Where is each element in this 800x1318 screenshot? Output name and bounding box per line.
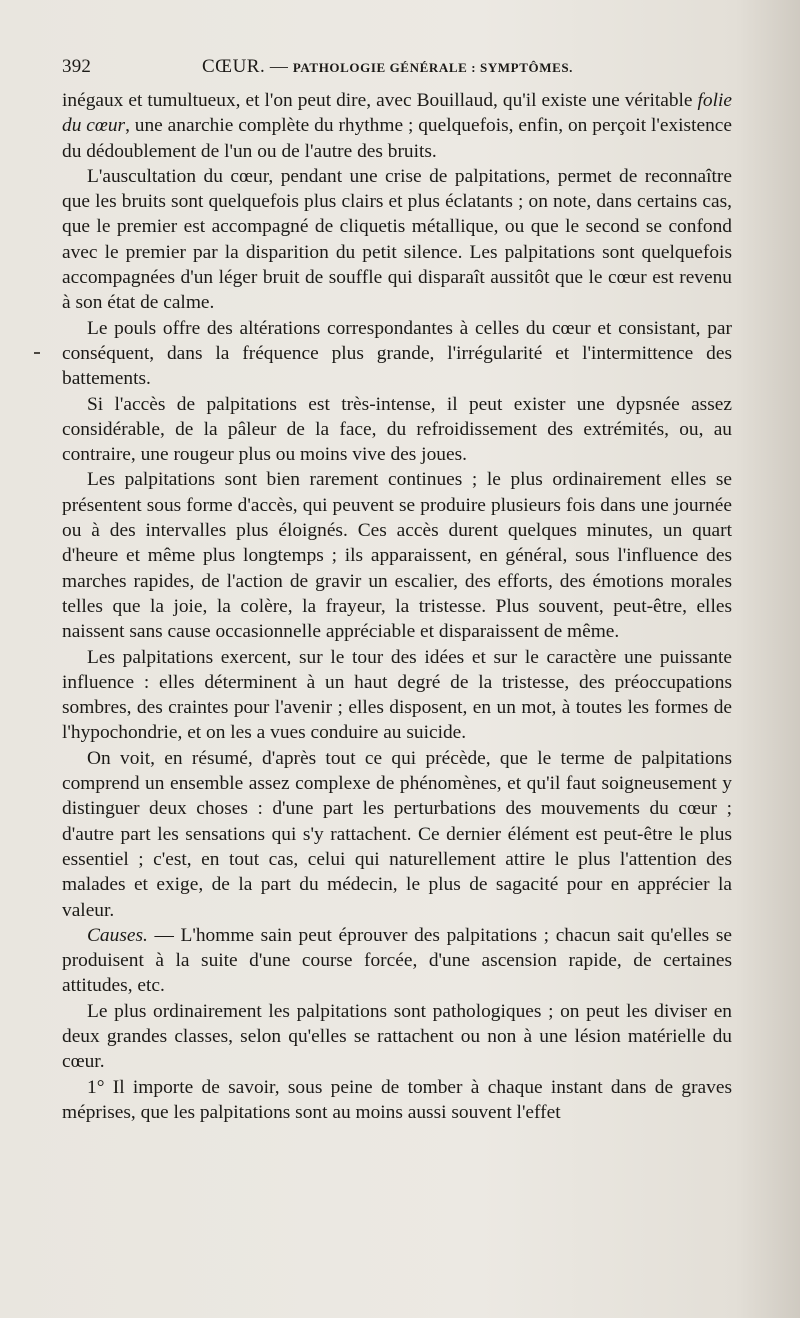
running-head-subtitle: PATHOLOGIE GÉNÉRALE : SYMPTÔMES. — [292, 60, 574, 75]
page-number: 392 — [62, 56, 92, 77]
paragraph-pouls: Le pouls offre des altérations correspondantes à celles du cœur et consistant, par conséquent, dans la fréquence plus grande, l'irrégularité et l'intermittence des battements. — [62, 317, 732, 390]
paragraph-continuation — [62, 88, 732, 164]
section-heading-causes: Causes. — [87, 924, 148, 946]
margin-mark — [34, 352, 40, 354]
paragraph-text: — L'homme sain peut éprouver des palpitations ; chacun sait qu'elles se produisent à la suite d'une course forcée, d'une ascension rapide, de certaines attitudes, etc. — [62, 924, 732, 997]
paragraph-influence: Les palpitations exercent, sur le tour des idées et sur le caractère une puissante influence : elles déterminent à un haut degré de la tristesse, des préoccupations sombres, des craintes pour l'avenir ; elles disposent, en un mot, à toutes les formes de l'hypochondrie, et on les a vues conduire au suicide. — [62, 646, 732, 744]
running-head — [202, 56, 573, 78]
running-head-separator: — — [269, 56, 289, 76]
paragraph-text: inégaux et tumultueux, et l'on peut dire, avec Bouillaud, qu'il existe une véritable — [62, 90, 698, 111]
paragraph-dypsnee: Si l'accès de palpitations est très-intense, il peut exister une dypsnée assez considérable, de la pâleur de la face, du refroidissement des extrémités, ou, au contraire, une rougeur plus ou moins vive des joues. — [62, 393, 732, 466]
paragraph-auscultation: L'auscultation du cœur, pendant une crise de palpitations, permet de reconnaître que les bruits sont quelquefois plus clairs et plus éclatants ; on note, dans certains cas, que le premier est accompagné de cliquetis métallique, ou que le second se confond avec le premier par la disparition du petit silence. Les palpitations sont quelquefois accompagnées d'un léger bruit de souffle qui disparaît aussitôt que le cœur est revenu à son état de calme. — [62, 165, 732, 314]
paragraph-causes — [62, 923, 732, 999]
page-header — [62, 56, 732, 86]
paragraph-numbered-1: 1° Il importe de savoir, sous peine de tomber à chaque instant dans de graves méprises, que les palpitations sont au moins aussi souvent l'effet — [62, 1076, 732, 1123]
paragraph-classes: Le plus ordinairement les palpitations sont pathologiques ; on peut les diviser en deux grandes classes, selon qu'elles se rattachent ou non à une lésion matérielle du cœur. — [62, 1000, 732, 1073]
paragraph-resume: On voit, en résumé, d'après tout ce qui précède, que le terme de palpitations comprend un ensemble assez complexe de phénomènes, et qu'il faut soigneusement y distinguer deux choses : d'une part les perturbations des mouvements du cœur ; d'autre part les sensations qui s'y rattachent. Ce dernier élément est peut-être le plus essentiel ; c'est, en tout cas, celui qui naturellement attire le plus l'attention des malades et exige, de la part du médecin, le plus de sagacité pour en apprécier la valeur. — [62, 747, 732, 921]
paragraph-acces: Les palpitations sont bien rarement continues ; le plus ordinairement elles se présentent sous forme d'accès, qui peuvent se produire plusieurs fois dans une journée ou à des intervalles plus éloignés. Ces accès durent quelques minutes, un quart d'heure et même plus longtemps ; ils apparaissent, en général, sous l'influence des marches rapides, de l'action de gravir un escalier, des efforts, des émotions morales telles que la joie, la colère, la frayeur, la tristesse. Plus souvent, peut-être, elles naissent sans cause occasionnelle appréciable et disparaissent de même. — [62, 469, 732, 643]
italic-phrase: folie du cœur — [62, 90, 732, 137]
paragraph-text: , une anarchie complète du rhythme ; quelquefois, enfin, on perçoit l'existence du dédoublement de l'un ou de l'autre des bruits. — [62, 115, 732, 162]
body-text — [62, 88, 732, 1125]
running-head-title: CŒUR. — [202, 56, 266, 77]
